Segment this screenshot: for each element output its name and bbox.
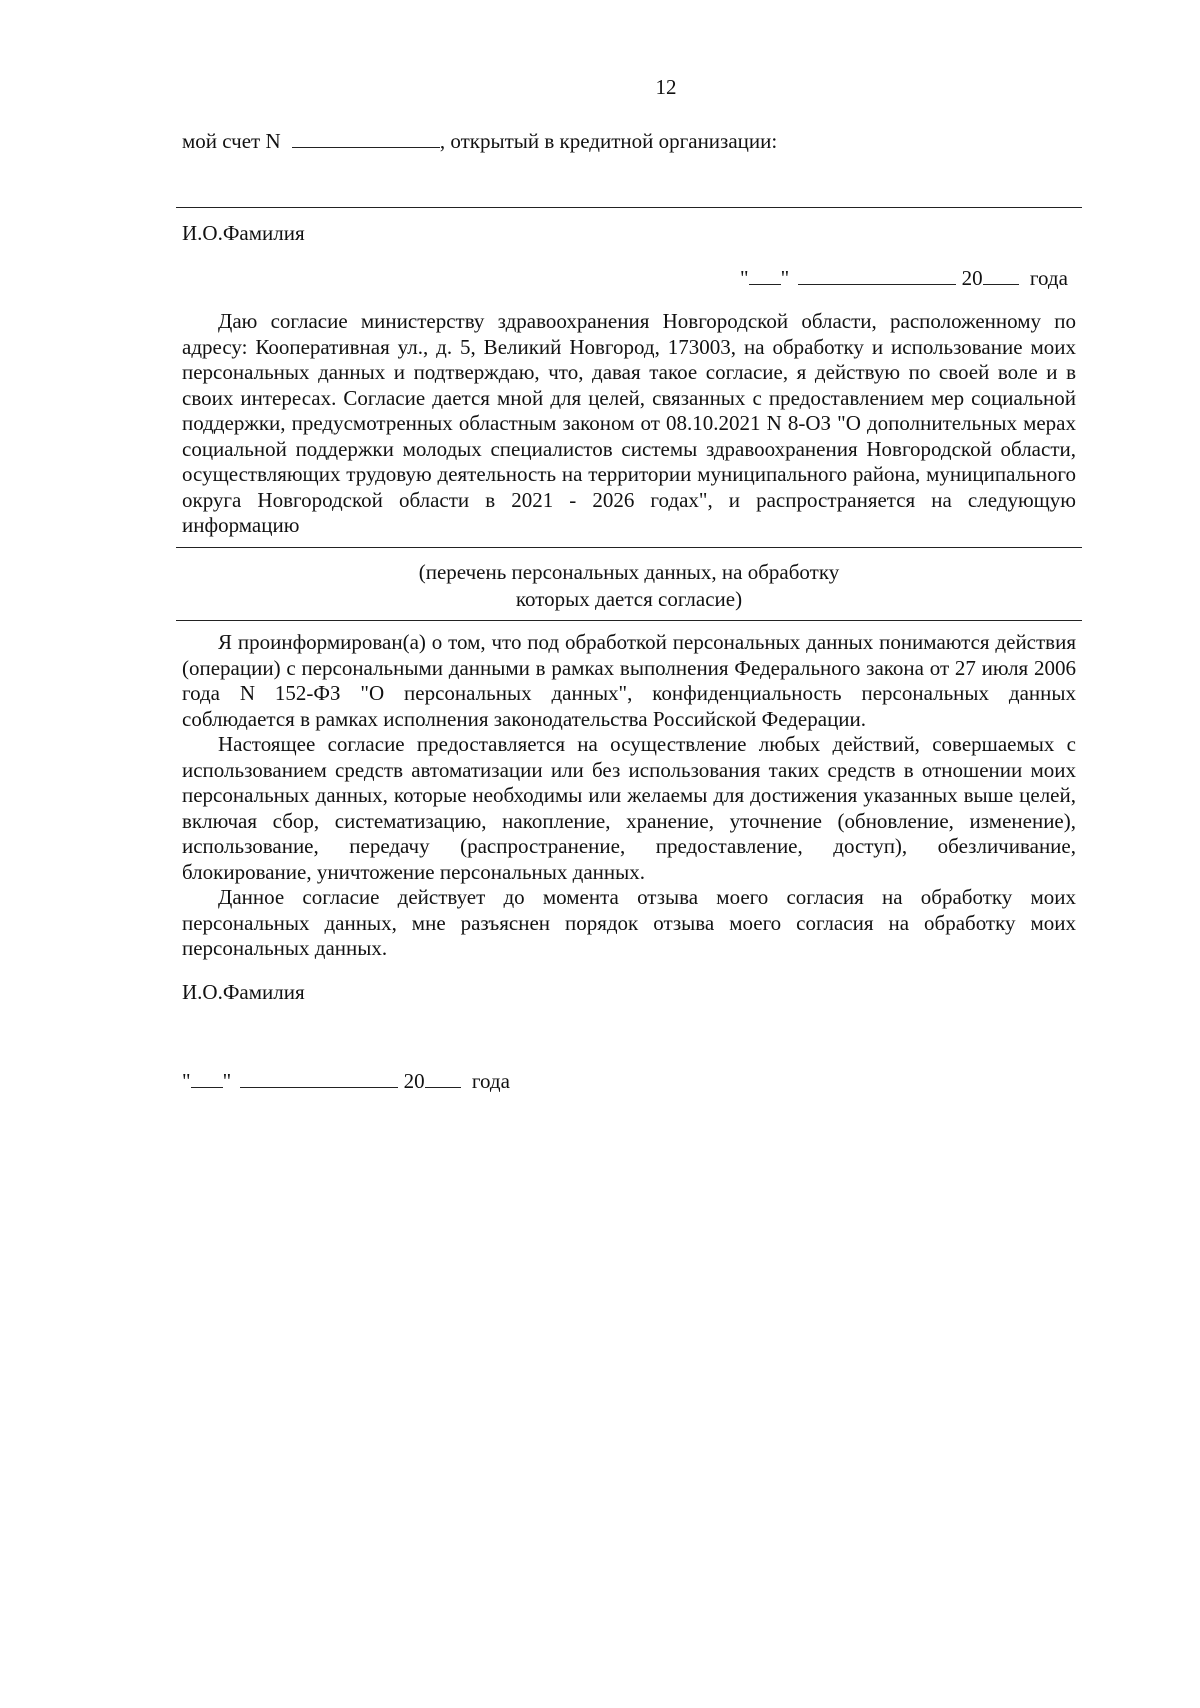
- date-open-quote: ": [740, 266, 749, 290]
- month-blank: [240, 1069, 398, 1088]
- day-blank: [749, 266, 781, 285]
- account-line-prefix: мой счет N: [182, 129, 281, 153]
- info-paragraph: Данное согласие действует до момента отзыва моего согласия на обработку моих персональных данных, мне разъяснен порядок отзыва моего согласия на обработку моих персональных данных.: [182, 885, 1076, 960]
- consent-paragraph: Даю согласие министерству здравоохранения Новгородской области, расположенному по адресу: Кооперативная ул., д. 5, Великий Новгород, 173003, на обработку и использование моих персональных данных и подтверждаю, что, давая такое согласие, я действую по своей воле и в своих интересах. Согласие дается мной для целей, связанных с предоставлением мер социальной поддержки, предусмотренных областным законом от 08.10.2021 N 8-ОЗ "О дополнительных мерах социальной поддержки молодых специалистов системы здравоохранения Новгородской области, осуществляющих трудовую деятельность на территории муниципального района, муниципального округа Новгородской области в 2021 - 2026 годах", и распространяется на следующую информацию: [182, 309, 1076, 537]
- date-line-2: [182, 1068, 510, 1094]
- account-line-suffix: , открытый в кредитной организации:: [439, 129, 778, 153]
- personal-data-caption: [182, 559, 1076, 613]
- year-blank: [425, 1069, 461, 1088]
- page-number: 12: [655, 75, 677, 99]
- caption-bottom-line: [176, 620, 1082, 621]
- bank-name-blank-line: [176, 207, 1082, 208]
- info-paragraph: Настоящее согласие предоставляется на осуществление любых действий, совершаемых с использованием средств автоматизации или без использования таких средств в отношении моих персональных данных, которые необходимы или желаемы для достижения указанных выше целей, включая сбор, систематизацию, накопление, хранение, уточнение (обновление, изменение), использование, передачу (распространение, предоставление, доступ), обезличивание, блокирование, уничтожение персональных данных.: [182, 732, 1076, 884]
- signature-label-1: И.О.Фамилия: [182, 221, 305, 245]
- account-number-blank: [292, 129, 440, 148]
- date-open-quote: ": [182, 1069, 191, 1093]
- date-line-1: [740, 265, 1068, 291]
- info-paragraph: Я проинформирован(а) о том, что под обработкой персональных данных понимаются действия (операции) с персональными данными в рамках выполнения Федерального закона от 27 июля 2006 года N 152-ФЗ "О персональных данных", конфиденциальность персональных данных соблюдается в рамках исполнения законодательства Российской Федерации.: [182, 630, 1076, 731]
- year-suffix: года: [1029, 266, 1068, 290]
- year-prefix: 20: [961, 266, 983, 290]
- year-prefix: 20: [403, 1069, 425, 1093]
- info-paragraphs-block: [182, 630, 1076, 962]
- caption-line-2: которых дается согласие): [515, 587, 743, 611]
- caption-line-1: (перечень персональных данных, на обработку: [418, 560, 840, 584]
- signature-label-2: И.О.Фамилия: [182, 980, 305, 1004]
- day-blank: [191, 1069, 223, 1088]
- year-suffix: года: [471, 1069, 510, 1093]
- date-close-quote: ": [780, 266, 790, 290]
- consent-paragraph-block: [182, 309, 1076, 539]
- personal-data-blank-line: [176, 547, 1082, 548]
- account-line: [182, 128, 777, 154]
- month-blank: [798, 266, 956, 285]
- date-close-quote: ": [222, 1069, 232, 1093]
- year-blank: [983, 266, 1019, 285]
